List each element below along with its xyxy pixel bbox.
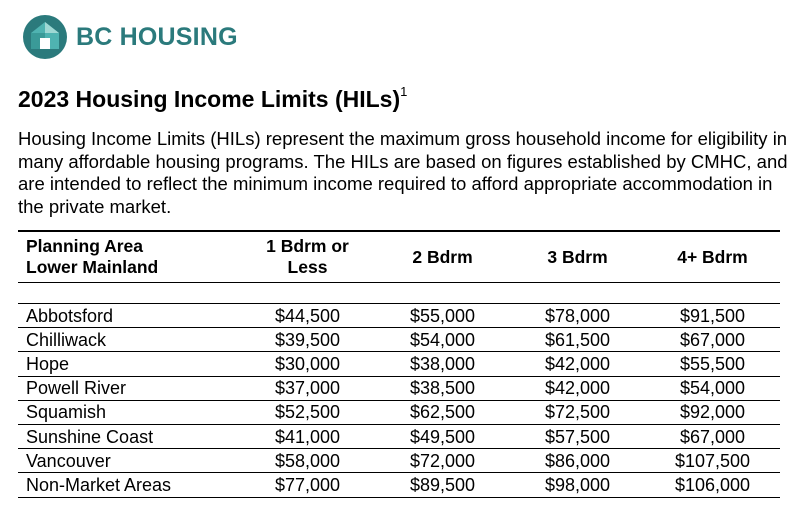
row-3-bdrm: $57,500 [510, 424, 645, 448]
title-footnote: 1 [400, 84, 408, 100]
title-text: 2023 Housing Income Limits (HILs) [18, 86, 401, 112]
row-4-bdrm: $91,500 [645, 304, 780, 328]
spacer-row [18, 283, 780, 304]
row-2-bdrm: $49,500 [375, 424, 510, 448]
house-logo-icon [22, 14, 68, 60]
row-2-bdrm: $89,500 [375, 473, 510, 497]
row-area: Powell River [18, 376, 240, 400]
row-1-bdrm: $77,000 [240, 473, 375, 497]
row-1-bdrm: $44,500 [240, 304, 375, 328]
row-area: Hope [18, 352, 240, 376]
row-area: Vancouver [18, 449, 240, 473]
row-2-bdrm: $55,000 [375, 304, 510, 328]
row-4-bdrm: $54,000 [645, 376, 780, 400]
row-area: Sunshine Coast [18, 424, 240, 448]
description: Housing Income Limits (HILs) represent the maximum gross household income for eligibility in many affordable housing programs. The HILs are based on figures established by CMHC, and are intended to reflect the minimum income required to afford appropriate accommodation in the private market. [18, 128, 788, 217]
row-3-bdrm: $72,500 [510, 400, 645, 424]
row-1-bdrm: $39,500 [240, 328, 375, 352]
table-row [18, 352, 780, 376]
table-row [18, 400, 780, 424]
row-4-bdrm: $92,000 [645, 400, 780, 424]
row-2-bdrm: $38,000 [375, 352, 510, 376]
row-1-bdrm: $30,000 [240, 352, 375, 376]
table-row [18, 473, 780, 497]
row-2-bdrm: $38,500 [375, 376, 510, 400]
row-1-bdrm: $58,000 [240, 449, 375, 473]
page-title [18, 86, 407, 113]
income-limits-table [18, 230, 780, 498]
row-1-bdrm: $41,000 [240, 424, 375, 448]
header-1-bdrm: 1 Bdrm or Less [240, 231, 375, 283]
row-area: Non-Market Areas [18, 473, 240, 497]
table-row [18, 424, 780, 448]
row-2-bdrm: $54,000 [375, 328, 510, 352]
header-4-bdrm: 4+ Bdrm [645, 231, 780, 283]
row-area: Chilliwack [18, 328, 240, 352]
table-row [18, 328, 780, 352]
row-4-bdrm: $67,000 [645, 328, 780, 352]
row-3-bdrm: $42,000 [510, 352, 645, 376]
row-4-bdrm: $55,500 [645, 352, 780, 376]
row-4-bdrm: $106,000 [645, 473, 780, 497]
row-1-bdrm: $37,000 [240, 376, 375, 400]
brand-name: BC HOUSING [76, 22, 238, 51]
row-3-bdrm: $98,000 [510, 473, 645, 497]
row-2-bdrm: $72,000 [375, 449, 510, 473]
row-4-bdrm: $107,500 [645, 449, 780, 473]
row-area: Squamish [18, 400, 240, 424]
row-3-bdrm: $42,000 [510, 376, 645, 400]
table-header-row [18, 231, 780, 283]
table-row [18, 304, 780, 328]
row-3-bdrm: $61,500 [510, 328, 645, 352]
table-row [18, 449, 780, 473]
bc-housing-logo [22, 14, 238, 60]
header-3-bdrm: 3 Bdrm [510, 231, 645, 283]
row-1-bdrm: $52,500 [240, 400, 375, 424]
row-3-bdrm: $78,000 [510, 304, 645, 328]
row-2-bdrm: $62,500 [375, 400, 510, 424]
row-3-bdrm: $86,000 [510, 449, 645, 473]
table-row [18, 376, 780, 400]
header-planning-area: Planning Area Lower Mainland [18, 231, 240, 283]
row-area: Abbotsford [18, 304, 240, 328]
row-4-bdrm: $67,000 [645, 424, 780, 448]
header-2-bdrm: 2 Bdrm [375, 231, 510, 283]
